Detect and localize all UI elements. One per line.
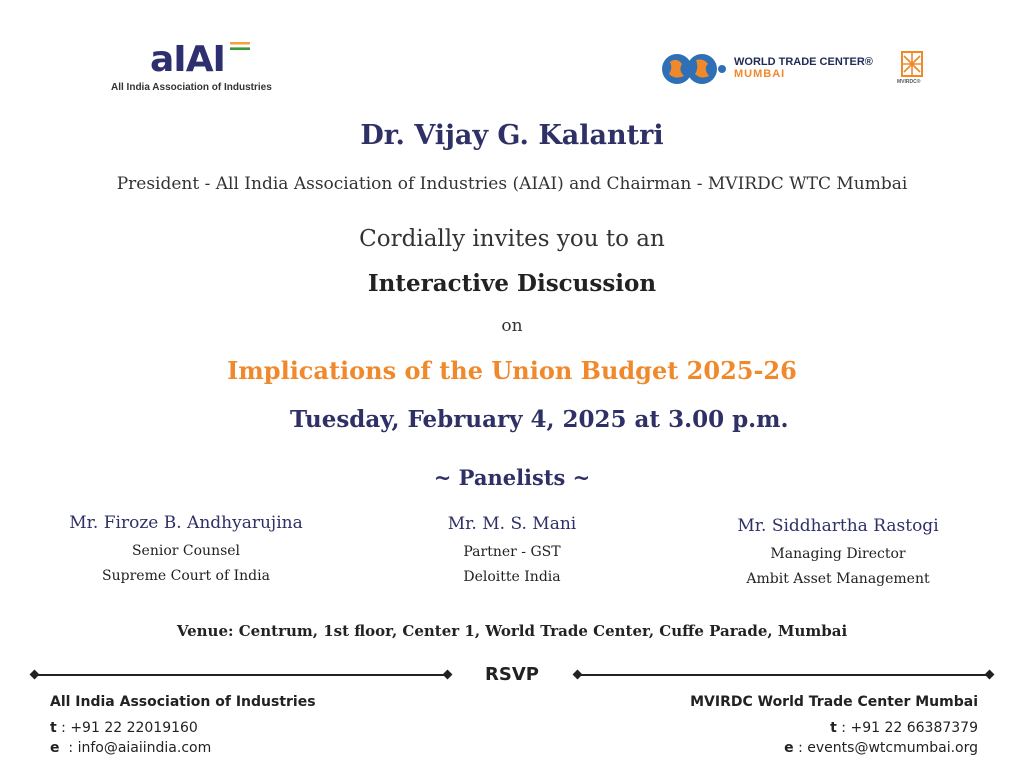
panelist-name: Mr. M. S. Mani	[447, 514, 577, 534]
diamond-icon	[985, 670, 995, 680]
contact-org: MVIRDC World Trade Center Mumbai	[690, 694, 978, 710]
wtc-mumbai-logo	[660, 50, 950, 90]
aiai-logo	[108, 40, 283, 98]
rsvp-divider-left	[35, 674, 448, 676]
diamond-icon	[573, 670, 583, 680]
phone-key: t	[50, 720, 57, 736]
india-flag-icon	[230, 42, 250, 50]
event-date: Tuesday, February 4, 2025 at 3.00 p.m.	[290, 406, 789, 433]
panelist-card	[688, 516, 988, 592]
wtc-globes-icon	[660, 52, 730, 86]
contact-phone-line	[50, 720, 316, 736]
panelist-org: Deloitte India	[463, 569, 561, 585]
host-name: Dr. Vijay G. Kalantri	[360, 120, 664, 151]
panelist-card	[392, 514, 632, 590]
contact-org: All India Association of Industries	[50, 694, 316, 710]
wtc-name: WORLD TRADE CENTER®	[734, 56, 873, 68]
contact-email-line	[690, 740, 978, 756]
contact-phone-line	[690, 720, 978, 736]
panelist-card	[36, 513, 336, 589]
event-topic: Implications of the Union Budget 2025-26	[227, 356, 797, 385]
panelists-heading: ~ Panelists ~	[433, 465, 591, 490]
email-key: e	[50, 740, 60, 756]
aiai-wordmark: aIAI	[150, 39, 225, 80]
wtc-city: MUMBAI	[734, 68, 786, 80]
host-title: President - All India Association of Industries (AIAI) and Chairman - MVIRDC WTC Mumbai	[116, 174, 908, 194]
contact-wtc	[690, 694, 978, 756]
rsvp-label: RSVP	[485, 664, 539, 685]
panelist-name: Mr. Firoze B. Andhyarujina	[69, 513, 303, 533]
contact-email[interactable]: : info@aiaiindia.com	[59, 740, 212, 756]
mvirdc-emblem-icon	[898, 50, 926, 78]
rsvp-divider-right	[577, 674, 990, 676]
diamond-icon	[443, 670, 453, 680]
aiai-tagline: All India Association of Industries	[111, 82, 272, 93]
panelist-role: Senior Counsel	[131, 543, 241, 559]
connector-on: on	[501, 316, 523, 336]
mvirdc-label: MVIRDC®	[897, 79, 921, 85]
panelist-org: Supreme Court of India	[102, 568, 270, 584]
phone-key: t	[830, 720, 837, 736]
contact-phone[interactable]: : +91 22 22019160	[56, 720, 198, 736]
email-key: e	[784, 740, 794, 756]
panelist-role: Partner - GST	[463, 544, 561, 560]
invitation-line: Cordially invites you to an	[359, 226, 665, 252]
contact-phone[interactable]: : +91 22 66387379	[836, 720, 978, 736]
contact-email-line	[50, 740, 316, 756]
panelist-name: Mr. Siddhartha Rastogi	[737, 516, 939, 536]
contact-email[interactable]: : events@wtcmumbai.org	[793, 740, 978, 756]
panelist-role: Managing Director	[770, 546, 906, 562]
event-type: Interactive Discussion	[367, 270, 657, 297]
diamond-icon	[30, 670, 40, 680]
panelist-org: Ambit Asset Management	[746, 571, 930, 587]
contact-aiai	[50, 694, 316, 756]
venue: Venue: Centrum, 1st floor, Center 1, World Trade Center, Cuffe Parade, Mumbai	[176, 622, 848, 640]
